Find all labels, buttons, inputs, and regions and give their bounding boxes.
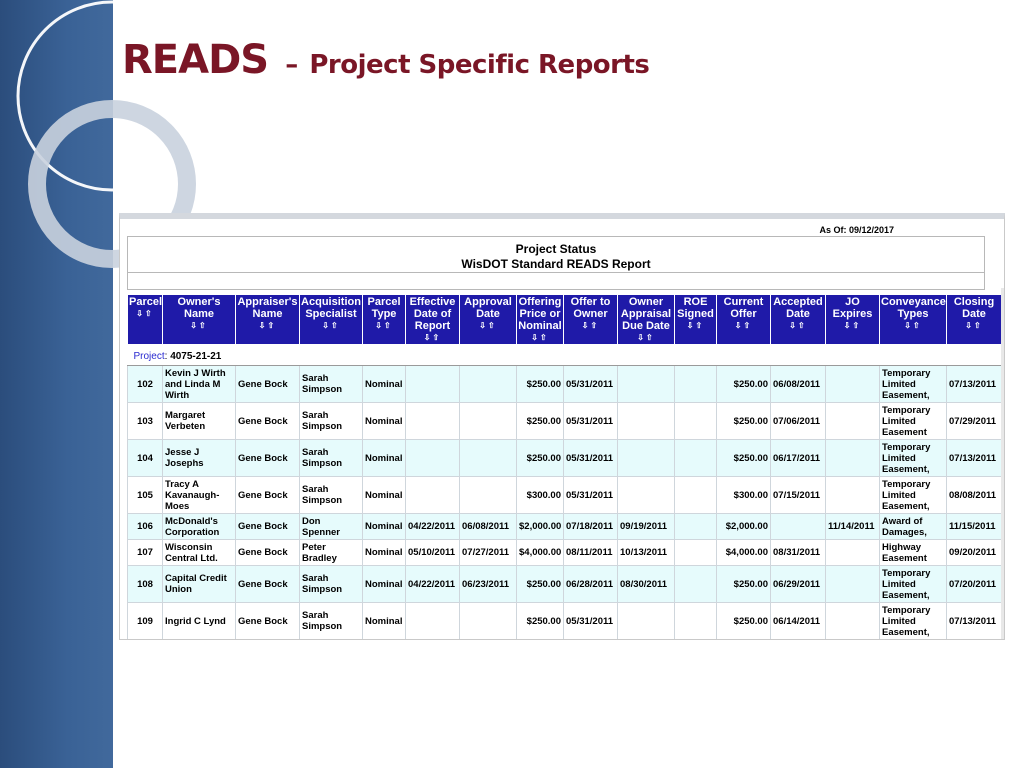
cell-roe [675, 366, 717, 403]
cell-type: Nominal [363, 440, 406, 477]
cell-offering: $250.00 [517, 403, 564, 440]
cell-effective [406, 403, 460, 440]
column-header-label: Owner's Name [177, 296, 221, 320]
column-header-label: Accepted Date [773, 296, 823, 320]
cell-roe [675, 566, 717, 603]
column-header-jo-expires[interactable] [826, 295, 880, 345]
report-subtitle: WisDOT Standard READS Report [461, 257, 651, 271]
cell-closing: 07/29/2011 [947, 403, 1002, 440]
cell-type: Nominal [363, 514, 406, 540]
cell-approval: 06/23/2011 [460, 566, 517, 603]
cell-offering: $250.00 [517, 566, 564, 603]
cell-specialist: Sarah Simpson [300, 366, 363, 403]
cell-parcel: 104 [128, 440, 163, 477]
column-header-offering-price-or-nominal[interactable] [517, 295, 564, 345]
cell-conveyance: Temporary Limited Easement, [880, 440, 947, 477]
column-header-label: Offering Price or Nominal [518, 296, 562, 332]
cell-accepted: 06/14/2011 [771, 603, 826, 640]
sort-arrows-icon[interactable]: ⇩⇧ [136, 309, 154, 318]
column-header-label: Conveyance Types [881, 296, 946, 320]
cell-jo-expires [826, 566, 880, 603]
cell-closing: 07/13/2011 [947, 603, 1002, 640]
cell-offer-to-owner: 05/31/2011 [564, 603, 618, 640]
cell-approval [460, 603, 517, 640]
sort-arrows-icon[interactable]: ⇩⇧ [686, 321, 705, 330]
cell-offer-to-owner: 08/11/2011 [564, 540, 618, 566]
project-cell: Project: 4075-21-21 [128, 345, 1002, 366]
slide-title-separator: – [285, 50, 299, 80]
table-row[interactable] [128, 566, 1002, 603]
cell-owner: McDonald's Corporation [163, 514, 236, 540]
cell-conveyance: Temporary Limited Easement, [880, 477, 947, 514]
cell-accepted: 06/17/2011 [771, 440, 826, 477]
cell-approval: 06/08/2011 [460, 514, 517, 540]
cell-specialist: Sarah Simpson [300, 566, 363, 603]
cell-appraisal-due: 09/19/2011 [618, 514, 675, 540]
cell-accepted: 06/29/2011 [771, 566, 826, 603]
cell-accepted [771, 514, 826, 540]
column-header-label: Offer to Owner [570, 296, 611, 320]
cell-offer-to-owner: 05/31/2011 [564, 366, 618, 403]
column-header-label: Closing Date [953, 296, 995, 320]
cell-accepted: 07/15/2011 [771, 477, 826, 514]
cell-specialist: Sarah Simpson [300, 403, 363, 440]
cell-parcel: 103 [128, 403, 163, 440]
column-header-label: Approval Date [464, 296, 512, 320]
slide-title-main: READS [122, 37, 269, 83]
sort-arrows-icon[interactable]: ⇩⇧ [190, 321, 208, 330]
cell-parcel: 109 [128, 603, 163, 640]
cell-current-offer: $300.00 [717, 477, 771, 514]
table-header-row [128, 295, 1002, 345]
cell-current-offer: $250.00 [717, 440, 771, 477]
cell-jo-expires: 11/14/2011 [826, 514, 880, 540]
cell-specialist: Sarah Simpson [300, 440, 363, 477]
cell-closing: 08/08/2011 [947, 477, 1002, 514]
cell-type: Nominal [363, 366, 406, 403]
column-header-label: Parcel Type [367, 296, 401, 320]
project-row [128, 345, 1002, 366]
cell-appraisal-due [618, 440, 675, 477]
sort-arrows-icon[interactable]: ⇩⇧ [423, 333, 442, 342]
cell-closing: 07/20/2011 [947, 566, 1002, 603]
cell-appraiser: Gene Bock [236, 366, 300, 403]
cell-effective: 04/22/2011 [406, 514, 460, 540]
cell-conveyance: Temporary Limited Easement [880, 403, 947, 440]
report-title: Project Status [515, 242, 597, 256]
cell-effective [406, 477, 460, 514]
column-header-label: ROE Signed [677, 296, 714, 320]
column-header-parcel[interactable] [128, 295, 163, 345]
table-row[interactable] [128, 477, 1002, 514]
cell-appraisal-due [618, 366, 675, 403]
cell-current-offer: $250.00 [717, 566, 771, 603]
sort-arrows-icon[interactable]: ⇩⇧ [375, 321, 393, 330]
cell-effective: 04/22/2011 [406, 566, 460, 603]
column-header-label: Current Offer [723, 296, 764, 320]
report-header-divider [128, 272, 984, 273]
table-row[interactable] [128, 603, 1002, 640]
cell-owner: Jesse J Josephs [163, 440, 236, 477]
cell-approval [460, 440, 517, 477]
cell-closing: 11/15/2011 [947, 514, 1002, 540]
cell-owner: Margaret Verbeten [163, 403, 236, 440]
cell-appraisal-due [618, 403, 675, 440]
cell-specialist: Peter Bradley [300, 540, 363, 566]
cell-offering: $300.00 [517, 477, 564, 514]
cell-parcel: 108 [128, 566, 163, 603]
cell-offer-to-owner: 05/31/2011 [564, 440, 618, 477]
cell-conveyance: Temporary Limited Easement, [880, 603, 947, 640]
cell-roe [675, 477, 717, 514]
cell-approval: 07/27/2011 [460, 540, 517, 566]
sort-arrows-icon[interactable]: ⇩⇧ [258, 321, 277, 330]
cell-roe [675, 540, 717, 566]
table-row[interactable] [128, 366, 1002, 403]
cell-offer-to-owner: 05/31/2011 [564, 403, 618, 440]
column-header-closing-date[interactable] [947, 295, 1002, 345]
table-row[interactable] [128, 403, 1002, 440]
table-row[interactable] [128, 514, 1002, 540]
cell-owner: Kevin J Wirth and Linda M Wirth [163, 366, 236, 403]
cell-appraiser: Gene Bock [236, 540, 300, 566]
cell-conveyance: Award of Damages, [880, 514, 947, 540]
report-screenshot [119, 213, 1005, 640]
sort-arrows-icon[interactable]: ⇩⇧ [479, 321, 497, 330]
column-header-conveyance-types[interactable] [880, 295, 947, 345]
cell-closing: 09/20/2011 [947, 540, 1002, 566]
column-header-label: Parcel [129, 296, 163, 308]
cell-offering: $250.00 [517, 440, 564, 477]
cell-accepted: 06/08/2011 [771, 366, 826, 403]
cell-jo-expires [826, 403, 880, 440]
report-header-box [127, 236, 985, 290]
sort-arrows-icon[interactable]: ⇩⇧ [637, 333, 655, 342]
slide-sidebar [0, 0, 113, 768]
cell-appraisal-due: 08/30/2011 [618, 566, 675, 603]
cell-appraisal-due [618, 477, 675, 514]
cell-accepted: 07/06/2011 [771, 403, 826, 440]
cell-offer-to-owner: 06/28/2011 [564, 566, 618, 603]
cell-owner: Ingrid C Lynd [163, 603, 236, 640]
cell-jo-expires [826, 440, 880, 477]
cell-conveyance: Highway Easement [880, 540, 947, 566]
cell-roe [675, 514, 717, 540]
cell-type: Nominal [363, 566, 406, 603]
cell-parcel: 102 [128, 366, 163, 403]
sort-arrows-icon[interactable]: ⇩⇧ [843, 321, 862, 330]
cell-jo-expires [826, 366, 880, 403]
table-row[interactable] [128, 540, 1002, 566]
column-header-approval-date[interactable] [460, 295, 517, 345]
sort-arrows-icon[interactable]: ⇩⇧ [581, 321, 600, 330]
cell-jo-expires [826, 477, 880, 514]
column-header-roe-signed[interactable] [675, 295, 717, 345]
sort-arrows-icon[interactable]: ⇩⇧ [531, 333, 549, 342]
slide-title [122, 37, 650, 83]
column-header-label: JO Expires [832, 296, 873, 320]
cell-owner: Capital Credit Union [163, 566, 236, 603]
cell-approval [460, 477, 517, 514]
cell-approval [460, 366, 517, 403]
cell-roe [675, 603, 717, 640]
cell-conveyance: Temporary Limited Easement, [880, 366, 947, 403]
column-header-label: Effective Date of Report [409, 296, 456, 332]
cell-appraiser: Gene Bock [236, 440, 300, 477]
cell-offer-to-owner: 07/18/2011 [564, 514, 618, 540]
cell-type: Nominal [363, 403, 406, 440]
cell-appraisal-due [618, 603, 675, 640]
sort-arrows-icon[interactable]: ⇩⇧ [965, 321, 983, 330]
column-header-label: Owner Appraisal Due Date [620, 296, 672, 332]
cell-current-offer: $2,000.00 [717, 514, 771, 540]
cell-type: Nominal [363, 477, 406, 514]
cell-conveyance: Temporary Limited Easement, [880, 566, 947, 603]
cell-offering: $4,000.00 [517, 540, 564, 566]
project-label: Project [133, 351, 165, 362]
cell-current-offer: $4,000.00 [717, 540, 771, 566]
cell-specialist: Sarah Simpson [300, 477, 363, 514]
cell-jo-expires [826, 603, 880, 640]
column-header-owner-s-name[interactable] [163, 295, 236, 345]
cell-jo-expires [826, 540, 880, 566]
cell-effective: 05/10/2011 [406, 540, 460, 566]
project-status-table [127, 294, 1002, 640]
cell-offering: $2,000.00 [517, 514, 564, 540]
cell-owner: Tracy A Kavanaugh-Moes [163, 477, 236, 514]
column-header-acquisition-specialist[interactable] [300, 295, 363, 345]
cell-closing: 07/13/2011 [947, 440, 1002, 477]
cell-appraiser: Gene Bock [236, 603, 300, 640]
cell-current-offer: $250.00 [717, 603, 771, 640]
column-header-current-offer[interactable] [717, 295, 771, 345]
cell-appraiser: Gene Bock [236, 566, 300, 603]
column-header-owner-appraisal-due-date[interactable] [618, 295, 675, 345]
cell-specialist: Don Spenner [300, 514, 363, 540]
table-row[interactable] [128, 440, 1002, 477]
cell-accepted: 08/31/2011 [771, 540, 826, 566]
cell-type: Nominal [363, 540, 406, 566]
column-header-appraiser-s-name[interactable] [236, 295, 300, 345]
cell-parcel: 107 [128, 540, 163, 566]
column-header-parcel-type[interactable] [363, 295, 406, 345]
cell-effective [406, 366, 460, 403]
cell-parcel: 105 [128, 477, 163, 514]
project-number: 4075-21-21 [170, 351, 222, 362]
cell-roe [675, 403, 717, 440]
cell-appraisal-due: 10/13/2011 [618, 540, 675, 566]
cell-offering: $250.00 [517, 603, 564, 640]
sort-arrows-icon[interactable]: ⇩⇧ [322, 321, 340, 330]
cell-parcel: 106 [128, 514, 163, 540]
column-header-label: Acquisition Specialist [301, 296, 361, 320]
sort-arrows-icon[interactable]: ⇩⇧ [789, 321, 807, 330]
cell-specialist: Sarah Simpson [300, 603, 363, 640]
column-header-offer-to-owner[interactable] [564, 295, 618, 345]
report-as-of-date: As Of: 09/12/2017 [819, 225, 894, 235]
cell-appraiser: Gene Bock [236, 477, 300, 514]
cell-type: Nominal [363, 603, 406, 640]
cell-roe [675, 440, 717, 477]
cell-appraiser: Gene Bock [236, 403, 300, 440]
cell-closing: 07/13/2011 [947, 366, 1002, 403]
cell-owner: Wisconsin Central Ltd. [163, 540, 236, 566]
table-body [128, 345, 1002, 640]
cell-effective [406, 603, 460, 640]
column-header-label: Appraiser's Name [237, 296, 298, 320]
cell-approval [460, 403, 517, 440]
column-header-effective-date-of-report[interactable] [406, 295, 460, 345]
cell-current-offer: $250.00 [717, 403, 771, 440]
sort-arrows-icon[interactable]: ⇩⇧ [734, 321, 753, 330]
vertical-scrollbar[interactable] [1001, 288, 1004, 640]
cell-appraiser: Gene Bock [236, 514, 300, 540]
slide-title-subtitle: Project Specific Reports [309, 50, 650, 80]
cell-effective [406, 440, 460, 477]
cell-current-offer: $250.00 [717, 366, 771, 403]
cell-offering: $250.00 [517, 366, 564, 403]
sort-arrows-icon[interactable]: ⇩⇧ [904, 321, 922, 330]
column-header-accepted-date[interactable] [771, 295, 826, 345]
cell-offer-to-owner: 05/31/2011 [564, 477, 618, 514]
